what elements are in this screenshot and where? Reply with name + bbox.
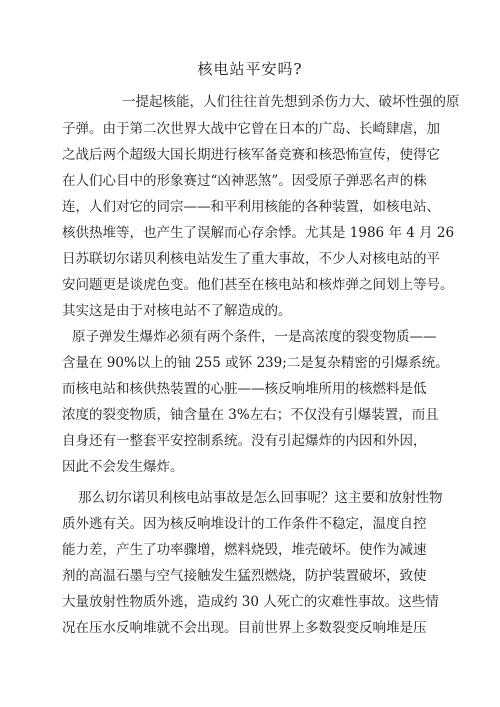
paragraph-3-line-4: 剂的高温石墨与空气接触发生猛烈燃烧，防护装置破坏，致使 [62, 568, 427, 584]
paragraph-1-line-8: 安问题更是谈虎色变。他们甚至在核电站和核炸弹之间划上等号。 [62, 277, 454, 293]
paragraph-3-line-6: 况在压水反响堆就不会出现。目前世界上多数裂变反响堆是压 [62, 620, 427, 636]
paragraph-1-line-7: 日苏联切尔诺贝利核电站发生了重大事故，不少人对核电站的平 [62, 251, 440, 267]
paragraph-2-line-2: 含量在 90%以上的铀 255 或钚 239;二是复杂精密的引爆系统。 [62, 355, 449, 371]
paragraph-1-line-3: 之战后两个超级大国长期进行核军备竞赛和核恐怖宣传，使得它 [62, 147, 440, 163]
paragraph-3-line-1: 那么切尔诺贝利核电站事故是怎么回事呢？这主要和放射性物 [78, 490, 443, 506]
paragraph-1-line-2: 子弹。由于第二次世界大战中它曾在日本的广岛、长崎肆虐，加 [62, 121, 440, 137]
paragraph-1-line-1: 一提起核能，人们往往首先想到杀伤力大、破坏性强的原 [122, 94, 460, 110]
paragraph-3-line-2: 质外逃有关。因为核反响堆设计的工作条件不稳定，温度自控 [62, 516, 427, 532]
paragraph-1-line-9: 其实这是由于对核电站不了解造成的。 [62, 303, 292, 319]
paragraph-2-line-1: 原子弹发生爆炸必须有两个条件，一是高浓度的裂变物质—— [72, 329, 437, 345]
paragraph-2-line-5: 自身还有一整套平安控制系统。没有引起爆炸的内因和外因， [62, 433, 427, 449]
paragraph-1-line-4: 在人们心目中的形象赛过“凶神恶煞”。因受原子弹恶名声的株 [62, 173, 427, 189]
page-title: 核电站平安吗? [197, 60, 303, 78]
paragraph-2-line-4: 浓度的裂变物质，铀含量在 3%左右；不仅没有引爆装置，而且 [62, 407, 439, 423]
paragraph-2-line-6: 因此不会发生爆炸。 [62, 459, 184, 475]
paragraph-3-line-3: 能力差，产生了功率骤增，燃料烧毁，堆壳破坏。使作为减速 [62, 542, 427, 558]
paragraph-1-line-6: 核供热堆等，也产生了误解而心存余悸。尤其是 1986 年 4 月 26 [62, 225, 455, 241]
paragraph-1-line-5: 连，人们对它的同宗——和平利用核能的各种装置，如核电站、 [62, 199, 440, 215]
paragraph-3-line-5: 大量放射性物质外逃，造成约 30 人死亡的灾难性事故。这些情 [62, 594, 439, 610]
paragraph-2-line-3: 而核电站和核供热装置的心脏——核反响堆所用的核燃料是低 [62, 381, 427, 397]
